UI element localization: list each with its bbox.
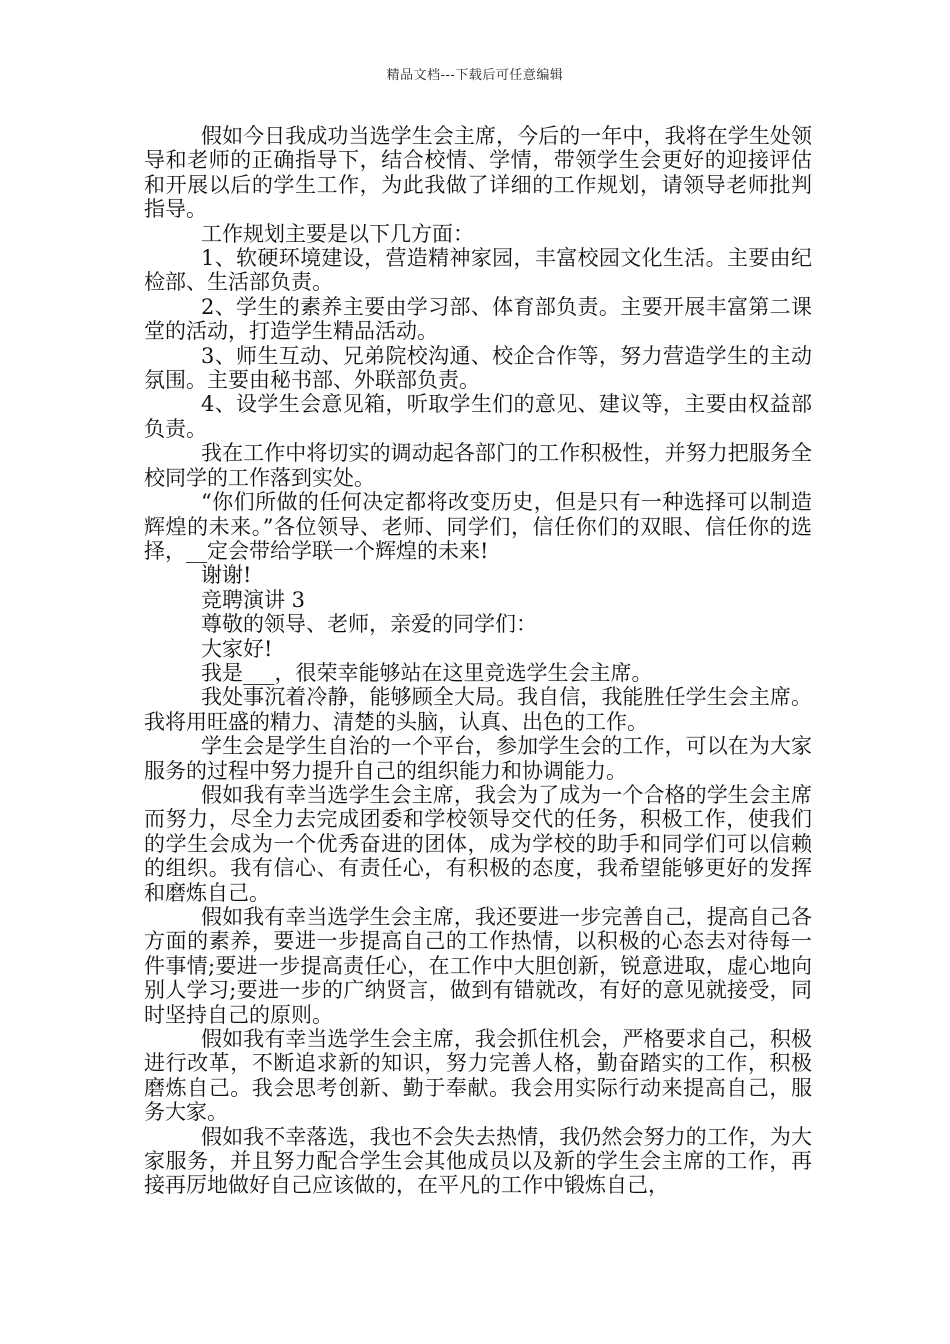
paragraph: 假如我有幸当选学生会主席，我会为了成为一个合格的学生会主席而努力，尽全力去完成团委和学校领导交代的任务，积极工作，使我们的学生会成为一个优秀奋进的团体，成为学校的助手和同学们可以信赖的组织。我有信心、有责任心，有积极的态度，我希望能够更好的发挥和磨炼自己。 [144,782,812,905]
document-body [144,124,812,1198]
paragraph: 3、师生互动、兄弟院校沟通、校企合作等，努力营造学生的主动氛围。主要由秘书部、外联部负责。 [144,343,812,393]
paragraph: 我是___，很荣幸能够站在这里竞选学生会主席。 [201,660,653,685]
greeting: 大家好! [201,636,273,661]
paragraph: 工作规划主要是以下几方面： [201,221,474,246]
paragraph: 学生会是学生自治的一个平台，参加学生会的工作，可以在为大家服务的过程中努力提升自己的组织能力和协调能力。 [144,734,812,783]
paragraph: 4、设学生会意见箱，听取学生们的意见、建议等，主要由权益部负责。 [144,392,812,441]
paragraph: “你们所做的任何决定都将改变历史，但是只有一种选择可以制造辉煌的未来。”各位领导、老师、同学们，信任你们的双眼、信任你的选择，__定会带给学联一个辉煌的未来! [144,490,812,563]
paragraph: 我在工作中将切实的调动起各部门的工作积极性，并努力把服务全校同学的工作落到实处。 [144,441,812,490]
paragraph: 谢谢! [201,563,252,588]
paragraph: 假如我有幸当选学生会主席，我还要进一步完善自己，提高自己各方面的素养，要进一步提高自己的工作热情，以积极的心态去对待每一件事情;要进一步提高责任心，在工作中大胆创新，锐意进取，虚心地向别人学习;要进一步的广纳贤言，做到有错就改，有好的意见就接受，同时坚持自己的原则。 [144,905,812,1027]
paragraph: 假如我不幸落选，我也不会失去热情，我仍然会努力的工作，为大家服务，并且努力配合学生会其他成员以及新的学生会主席的工作，再接再厉地做好自己应该做的，在平凡的工作中锻炼自己， [144,1124,812,1198]
salutation: 尊敬的领导、老师，亲爱的同学们： [201,612,537,637]
paragraph: 我处事沉着冷静，能够顾全大局。我自信，我能胜任学生会主席。我将用旺盛的精力、清楚的头脑，认真、出色的工作。 [144,685,812,734]
paragraph: 1、软硬环境建设，营造精神家园，丰富校园文化生活。主要由纪检部、生活部负责。 [144,246,812,295]
section-heading: 竞聘演讲 3 [201,587,306,612]
page-header: 精品文档---下载后可任意编辑 [386,68,564,83]
paragraph: 2、学生的素养主要由学习部、体育部负责。主要开展丰富第二课堂的活动，打造学生精品活动。 [144,294,812,344]
paragraph: 假如今日我成功当选学生会主席，今后的一年中，我将在学生处领导和老师的正确指导下，结合校情、学情，带领学生会更好的迎接评估和开展以后的学生工作，为此我做了详细的工作规划，请领导老师批判指导。 [144,124,812,222]
paragraph: 假如我有幸当选学生会主席，我会抓住机会，严格要求自己，积极进行改革，不断追求新的知识，努力完善人格，勤奋踏实的工作，积极磨炼自己。我会思考创新、勤于奉献。我会用实际行动来提高自己，服务大家。 [144,1027,812,1125]
